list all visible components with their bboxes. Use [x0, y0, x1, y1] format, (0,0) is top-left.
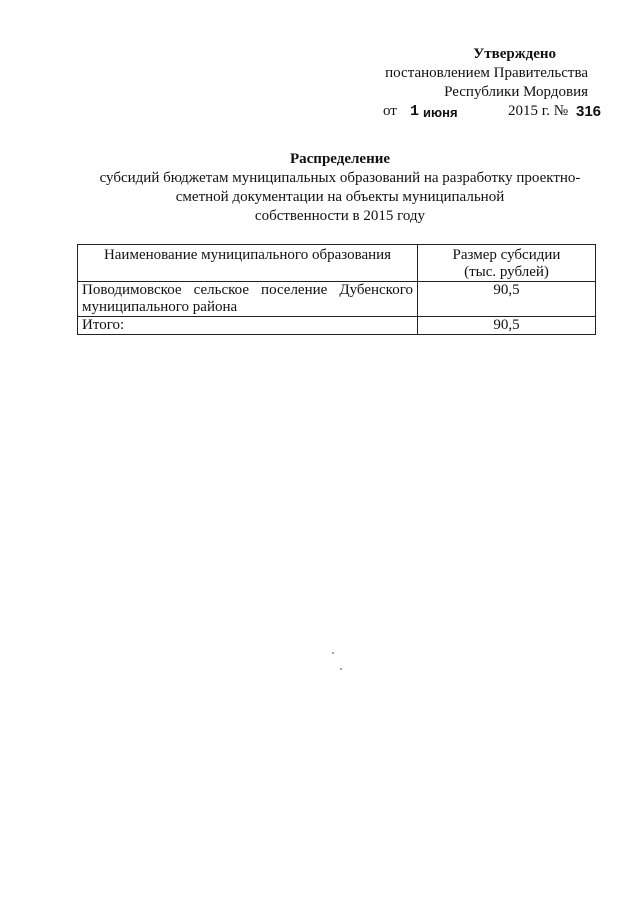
header-amount-line-1: Размер субсидии: [452, 247, 561, 263]
approval-date-line: [383, 102, 602, 121]
approval-block: [383, 45, 602, 121]
approval-line-2: Республики Мордовия: [444, 84, 588, 100]
table-header-row: [78, 245, 596, 282]
row-amount: 90,5: [418, 282, 596, 317]
approval-heading: Утверждено: [473, 46, 556, 62]
date-year: 2015 г. №: [508, 103, 569, 119]
title-block: [80, 150, 600, 226]
subtitle-line-1: субсидий бюджетам муниципальных образований на разработку проектно-: [99, 170, 581, 186]
header-name: Наименование муниципального образования: [78, 245, 418, 282]
date-day: 1: [410, 103, 420, 120]
table-row: [78, 282, 596, 317]
header-amount-line-2: (тыс. рублей): [464, 264, 549, 280]
row-name: Поводимовское сельское поселение Дубенского муниципального района: [78, 282, 418, 317]
scan-speck: [340, 668, 342, 670]
subtitle-line-3: собственности в 2015 году: [254, 208, 426, 224]
approval-line-1: постановлением Правительства: [385, 65, 588, 81]
total-row: [78, 317, 596, 335]
scan-speck: [332, 652, 334, 654]
header-amount: [418, 245, 596, 282]
document-title: Распределение: [289, 151, 391, 167]
date-month: июня: [423, 105, 458, 120]
total-amount: 90,5: [418, 317, 596, 335]
document-number: 316: [576, 103, 602, 120]
subtitle-line-2: сметной документации на объекты муниципальной: [175, 189, 505, 205]
distribution-table: [77, 244, 596, 335]
date-prefix: от: [383, 103, 397, 119]
total-label: Итого:: [78, 317, 418, 335]
